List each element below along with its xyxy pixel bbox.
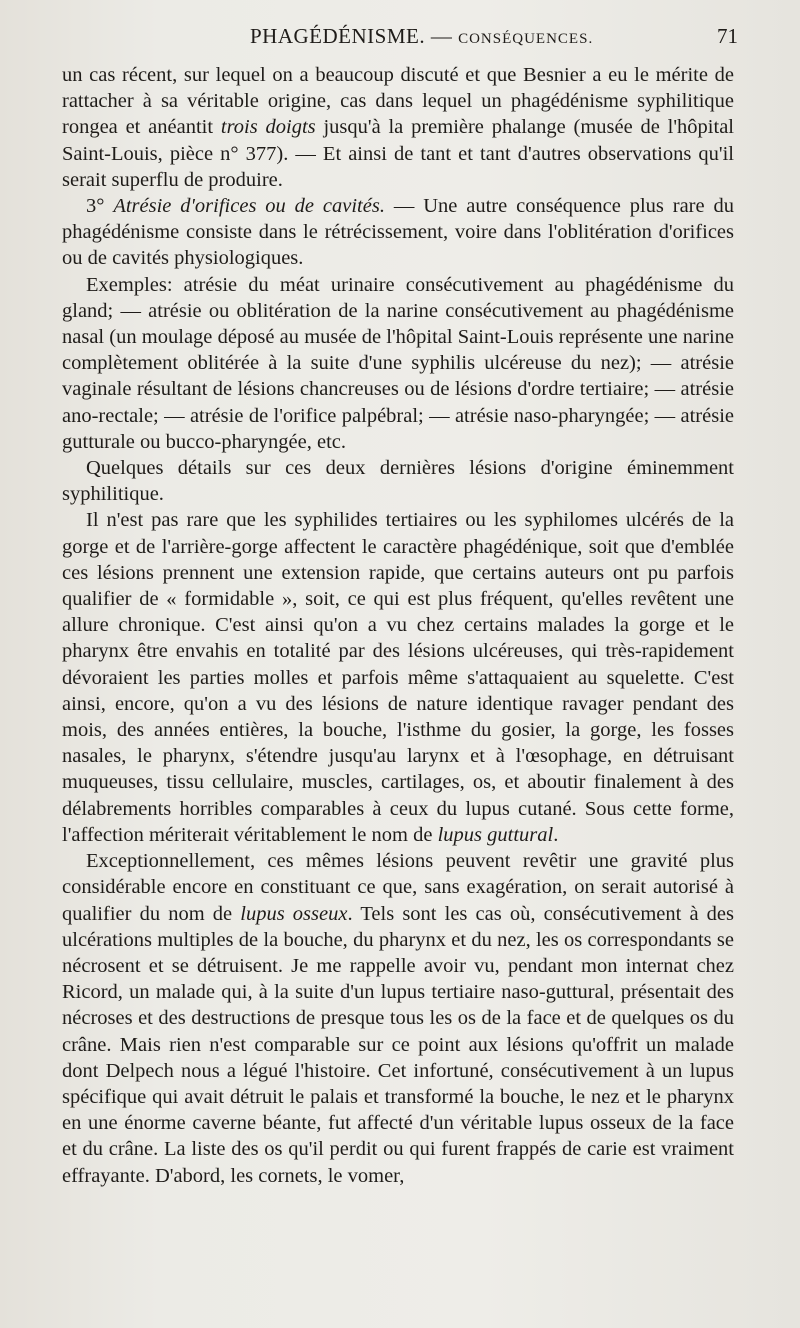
paragraph-lupus-osseux xyxy=(62,848,734,1189)
section-heading: Atrésie d'orifices ou de cavités. xyxy=(113,195,385,218)
text-run: Exceptionnellement, ces mêmes lésions peuvent revêtir une gravité plus considérable encore en constituant ce que, sans exagération, on serait autorisé à qualifier du nom de xyxy=(62,850,734,925)
paragraph-details: Quelques détails sur ces deux dernières lésions d'origine éminemment syphilitique. xyxy=(62,457,734,506)
paragraph-lupus-guttural xyxy=(62,507,734,848)
running-header xyxy=(62,24,738,54)
italic-run: trois doigts xyxy=(220,116,316,139)
text-run: jusqu'à la première phalange (musée de l'hôpital Saint-Louis, pièce n° 377). — Et ainsi de tant et tant d'autres observations qu'il serait superflu de produire. xyxy=(62,116,734,191)
running-title-sub: CONSÉQUENCES. xyxy=(458,31,594,47)
paragraph-examples: Exemples: atrésie du méat urinaire consécutivement au phagédénisme du gland; — atrésie ou oblitération de la narine consécutivement au phagédénisme nasal (un moulage déposé au musée de l'hôpital Saint-Louis représente une narine complètement oblitérée à la suite d'une syphilis ulcéreuse du nez); — atrésie vaginale résultant de lésions chancreuses ou de lésions d'ordre tertiaire; — atrésie ano-rectale; — atrésie de l'orifice palpébral; — atrésie naso-pharyngée; — atrésie gutturale ou bucco-pharyngée, etc. xyxy=(62,273,734,453)
text-run: . Tels sont les cas où, consécutivement à des ulcérations multiples de la bouche, du pharynx et du nez, les os correspondants se nécrosent et se détruisent. Je me rappelle avoir vu, pendant mon internat chez Ricord, un malade qui, à la suite d'un lupus tertiaire naso-guttural, présentait des nécroses et des destructions de presque tous les os de la face et de quelques os du crâne. Mais rien n'est comparable sur ce point aux lésions qu'offrit un malade dont Delpech nous a légué l'histoire. Cet infortuné, consécutivement à un lupus spécifique qui avait détruit le palais et transformé la bouche, le nez et le pharynx en une énorme caverne béante, fut affecté d'un véritable lupus osseux de la face et du crâne. La liste des os qu'il perdit ou qui furent frappés de carie est vraiment effrayante. D'abord, les cornets, le vomer, xyxy=(62,902,735,1187)
running-title xyxy=(250,24,593,49)
section-number: 3° xyxy=(86,195,114,218)
page-number: 71 xyxy=(717,24,738,48)
text-run: . xyxy=(553,823,559,846)
italic-run: lupus osseux xyxy=(240,902,348,925)
italic-run: lupus guttural xyxy=(437,823,554,846)
paragraph-section-3 xyxy=(62,193,734,272)
running-title-main: PHAGÉDÉNISME. xyxy=(250,24,426,48)
running-title-separator: — xyxy=(425,24,459,48)
text-run: — Une autre conséquence plus rare du phagédénisme consiste dans le rétrécissement, voire dans l'oblitération d'orifices ou de cavités physiologiques. xyxy=(62,195,734,270)
text-run: un cas récent, sur lequel on a beaucoup discuté et que Besnier a eu le mérite de rattacher à sa véritable origine, cas dans lequel un phagédénisme syphilitique rongea et anéantit xyxy=(62,64,734,139)
body-text xyxy=(62,62,734,1189)
text-run: Il n'est pas rare que les syphilides tertiaires ou les syphilomes ulcérés de la gorge et de l'arrière-gorge affectent le caractère phagédénique, soit que d'emblée ces lésions prennent une extension rapide, que certains auteurs ont pu parfois qualifier de « formidable », soit, ce qui est plus fréquent, qu'elles revêtent une allure chronique. C'est ainsi qu'on a vu chez certains malades la gorge et le pharynx être envahis en totalité par des lésions ulcéreuses, qui très-rapidement dévoraient les parties molles et parfois même s'attaquaient au squelette. C'est ainsi, encore, qu'on a vu des lésions de nature identique ravager pendant des mois, des années entières, la bouche, l'isthme du gosier, la gorge, les fosses nasales, le pharynx, s'étendre jusqu'au larynx et à l'œsophage, en détruisant muqueuses, tissu cellulaire, muscles, cartilages, os, et aboutir finalement à des délabrements horribles comparables à ceux du lupus cutané. Sous cette forme, l'affection mériterait véritablement le nom de xyxy=(62,509,734,846)
paragraph-continuation xyxy=(62,62,734,193)
